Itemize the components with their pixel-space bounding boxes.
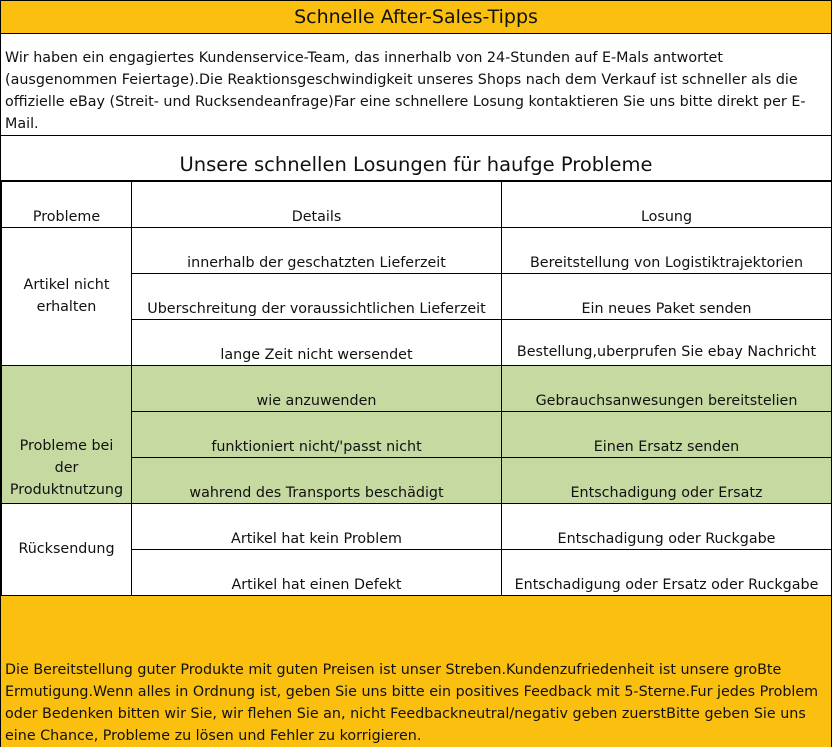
solution-cell: Entschadigung oder Ersatz oder Ruckgabe (502, 550, 832, 596)
footer-text: Die Bereitstellung guter Produkte mit guten Preisen ist unser Streben.Kundenzufriedenheit ist unsere groBte Ermutigung.Wenn alles in Ordnung ist, geben Sie uns bitte ein positives Feedback mit 5-Sterne.Fur jedes Problem oder Bedenken bitten wir Sie, wir flehen Sie an, nicht Feedbackneutral/negativ geben zuerstBitte geben Sie uns eine Chance, Probleme zu lösen und Fehler zu korrigieren. (5, 662, 819, 744)
section-heading: Unsere schnellen Losungen für haufge Probleme (1, 135, 831, 181)
solution-cell: Bereitstellung von Logistiktrajektorien (502, 228, 832, 274)
detail-cell: wie anzuwenden (132, 366, 502, 412)
detail-cell: innerhalb der geschatzten Lieferzeit (132, 228, 502, 274)
page-title: Schnelle After-Sales-Tipps (1, 1, 831, 34)
category-product-usage: Probleme bei der Produktnutzung (2, 366, 132, 504)
detail-cell: funktioniert nicht/'passt nicht (132, 412, 502, 458)
header-losung: Losung (502, 182, 832, 228)
category-not-received: Artikel nicht erhalten (2, 228, 132, 366)
detail-cell: lange Zeit nicht wersendet (132, 320, 502, 366)
table-row (2, 504, 832, 550)
solution-cell: Entschadigung oder Ruckgabe (502, 504, 832, 550)
detail-cell: wahrend des Transports beschädigt (132, 458, 502, 504)
solution-cell: Entschadigung oder Ersatz (502, 458, 832, 504)
table-row (2, 228, 832, 274)
intro-paragraph: Wir haben ein engagiertes Kundenservice-Team, das innerhalb von 24-Stunden auf E-Mals antwortet (ausgenommen Feiertage).Die Reaktionsgeschwindigkeit unseres Shops nach dem Verkauf ist schneller als die offizielle eBay (Streit- und Rucksendeanfrage)Far eine schnellere Losung kontaktieren Sie uns bitte direkt per E-Mail. (5, 50, 806, 132)
table-row (2, 366, 832, 412)
detail-cell: Artikel hat einen Defekt (132, 550, 502, 596)
table-header-row (2, 182, 832, 228)
header-probleme: Probleme (2, 182, 132, 228)
detail-cell: Uberschreitung der voraussichtlichen Lieferzeit (132, 274, 502, 320)
solution-cell: Einen Ersatz senden (502, 412, 832, 458)
detail-cell: Artikel hat kein Problem (132, 504, 502, 550)
solution-cell: Bestellung,uberprufen Sie ebay Nachricht (502, 320, 832, 366)
header-details: Details (132, 182, 502, 228)
footer-banner (1, 595, 831, 747)
solution-cell: Gebrauchsanwesungen bereitstelien (502, 366, 832, 412)
solution-cell: Ein neues Paket senden (502, 274, 832, 320)
category-return: Rücksendung (2, 504, 132, 596)
solutions-table (1, 181, 832, 596)
